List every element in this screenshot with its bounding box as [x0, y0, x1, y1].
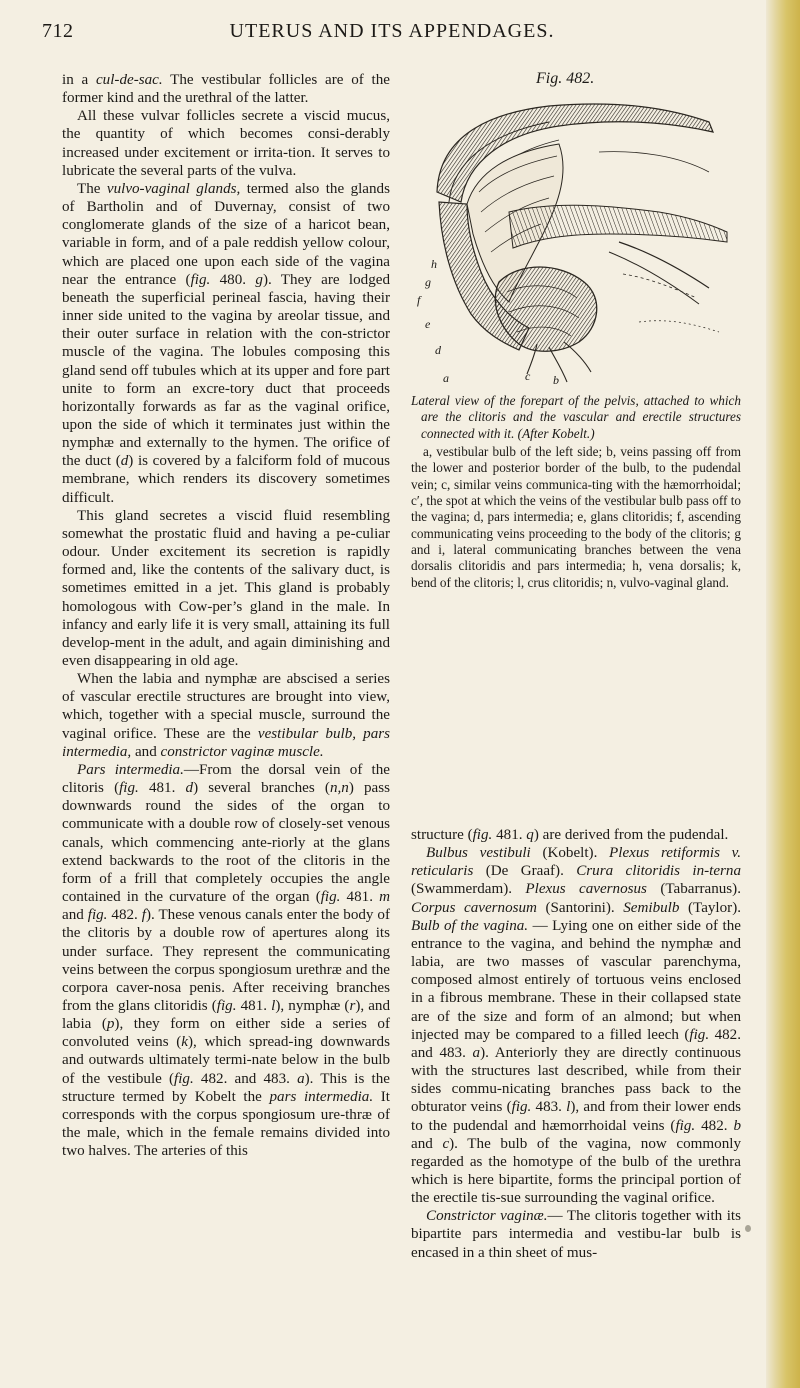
- left-column-paragraph-5: When the labia and nymphæ are abscised a series of vascular erectile structures are brought into view, which, together with a special muscle, surround the vaginal orifice. These are the vestibular bulb, pars intermedia, and constrictor vaginæ muscle.: [62, 671, 390, 760]
- figure-label: Fig. 482.: [536, 70, 595, 87]
- left-column-paragraph-4: This gland secretes a viscid fluid resembling somewhat the prostatic fluid and having a pe-culiar odour. Under excitement its secretion is rapidly formed and, like the contents of the salivary duct, is sometimes emitted in a jet. This gland is probably homologous with Cow-per’s gland in the male. In infancy and early life it is very small, attaining its full develop-ment in the adult, and again diminishing and even disappearing in old age.: [62, 507, 390, 669]
- fig-letter-e: e: [425, 317, 431, 331]
- pelvis-forepart-engraving: [409, 92, 739, 384]
- fig-letter-c: c: [525, 369, 531, 383]
- caption-legend: a, vestibular bulb of the left side; b, veins passing off from the lower and posterior border of the bulb, to the pudendal vein; c, similar veins communica-ting with the hæmorrhoidal; c′, the spot at which the veins of the vestibular bulb pass off to the vagina; d, pars intermedia; e, glans clitoridis; f, ascending communicating veins proceeding to the body of the clitoris; g and i, lateral communicating branches between the vena dorsalis clitoridis and pars intermedia; h, vena dorsalis; k, bend of the clitoris; l, crus clitoridis; n, vulvo-vaginal gland.: [411, 444, 741, 590]
- left-column-paragraph-6: Pars intermedia.—From the dorsal vein of the clitoris (fig. 481. d) several branches (n,n) pass downwards round the sides of the organ to communicate with a double row of closely-set venous canals, which commencing ante-riorly at the glans extend backwards to the root of the clitoris in the form of a frill that completely occupies the angle contained in the curvature of the organ (fig. 481. m and fig. 482. f). These venous canals enter the body of the clitoris by a double row of apertures along its under surface. They represent the communicating veins between the corpus spongiosum urethræ and the corpora caver-nosa penis. After receiving branches from the glans clitoridis (fig. 481. l), nymphæ (r), and labia (p), they form on either side a series of convoluted veins (k), which spread-ing downwards and outwards ultimately termi-nate below in the bulb of the vestibule (fig. 482. and 483. a). This is the structure termed by Kobelt the pars intermedia. It corresponds with the corpus spongiosum ure-thræ of the male, which in the female remains divided into two halves. The arteries of this: [62, 761, 391, 1160]
- right-column-paragraph-1: structure (fig. 481. q) are derived from the pudendal.: [411, 827, 729, 843]
- left-column-paragraph-1: in a cul-de-sac. The vestibular follicles are of the former kind and the urethral of the latter.: [62, 72, 390, 107]
- fig-letter-d: d: [435, 343, 441, 357]
- fig-letter-f: f: [417, 293, 421, 307]
- page-edge-shading: [766, 0, 800, 1388]
- clitoris-body-shape: [509, 205, 727, 248]
- left-column-paragraph-3: The vulvo-vaginal glands, termed also the glands of Bartholin and of Duvernay, consist of two conglomerate glands of the size of a haricot bean, variable in form, and of a pale reddish yellow colour, which are placed one upon each side of the vagina near the entrance (fig. 480. g). They are lodged beneath the superficial perineal fascia, having their inner side united to the vagina by areolar tissue, and their outer surface in relation with the con-strictor muscle of the vagina. The lobules composing this gland send off tubules which at its upper and fore part unite to form an excre-tory duct that proceeds horizontally forwards as far as the vaginal orifice, upon the side of which it terminates just within the nymphæ and externally to the hymen. The orifice of the duct (d) is covered by a falciform fold of mucous membrane, which renders its discovery sometimes difficult.: [62, 180, 391, 506]
- figure-caption: [411, 393, 741, 591]
- stain-mark: [745, 1225, 751, 1232]
- caption-title: Lateral view of the forepart of the pelvis, attached to which are the clitoris and the vascular and erectile structures connected with it. (After Kobelt.): [411, 393, 741, 441]
- right-text-column: [411, 826, 741, 1262]
- page-number: 712: [42, 20, 74, 42]
- left-column-paragraph-2: All these vulvar follicles secrete a viscid mucus, the quantity of which becomes consi-derably increased under excitement or irrita-tion. It serves to lubricate the several parts of the vulva.: [62, 108, 390, 179]
- right-column-paragraph-3: Constrictor vaginæ.— The clitoris together with its bipartite pars intermedia and vestibu-lar bulb is encased in a thin sheet of mus-: [411, 1208, 741, 1261]
- figure-482-illustration: [409, 92, 739, 384]
- running-title: UTERUS AND ITS APPENDAGES.: [229, 20, 555, 42]
- fig-letter-b: b: [553, 373, 559, 384]
- left-text-column: [62, 71, 390, 1160]
- fig-letter-g: g: [425, 275, 431, 289]
- fig-letter-a: a: [443, 371, 449, 384]
- right-column-paragraph-2: Bulbus vestibuli (Kobelt). Plexus retiformis v. reticularis (De Graaf). Crura clitoridis in-terna (Swammerdam). Plexus cavernosus (Tabarranus). Corpus cavernosum (Santorini). Semibulb (Taylor). Bulb of the vagina. — Lying one on either side of the entrance to the vagina, and behind the nymphæ and labia, are two masses of vascular parenchyma, composed almost entirely of tortuous veins enclosed in a fibrous membrane. These in their collapsed state are of the size and form of an almond; but when injected may be compared to a filled leech (fig. 482. and 483. a). Anteriorly they are directly continuous with the structures last described, while from their sides commu-nicating branches pass back to the obturator veins (fig. 483. l), and from their lower ends to the pudendal and hæmorrhoidal veins (fig. 482. b and c). The bulb of the vagina, now commonly regarded as the homotype of the bulb of the urethra which is here bipartite, forms the principal portion of the erectile tis-sue surrounding the vaginal orifice.: [411, 845, 742, 1207]
- fig-letter-h: h: [431, 257, 437, 271]
- running-header: [42, 20, 742, 54]
